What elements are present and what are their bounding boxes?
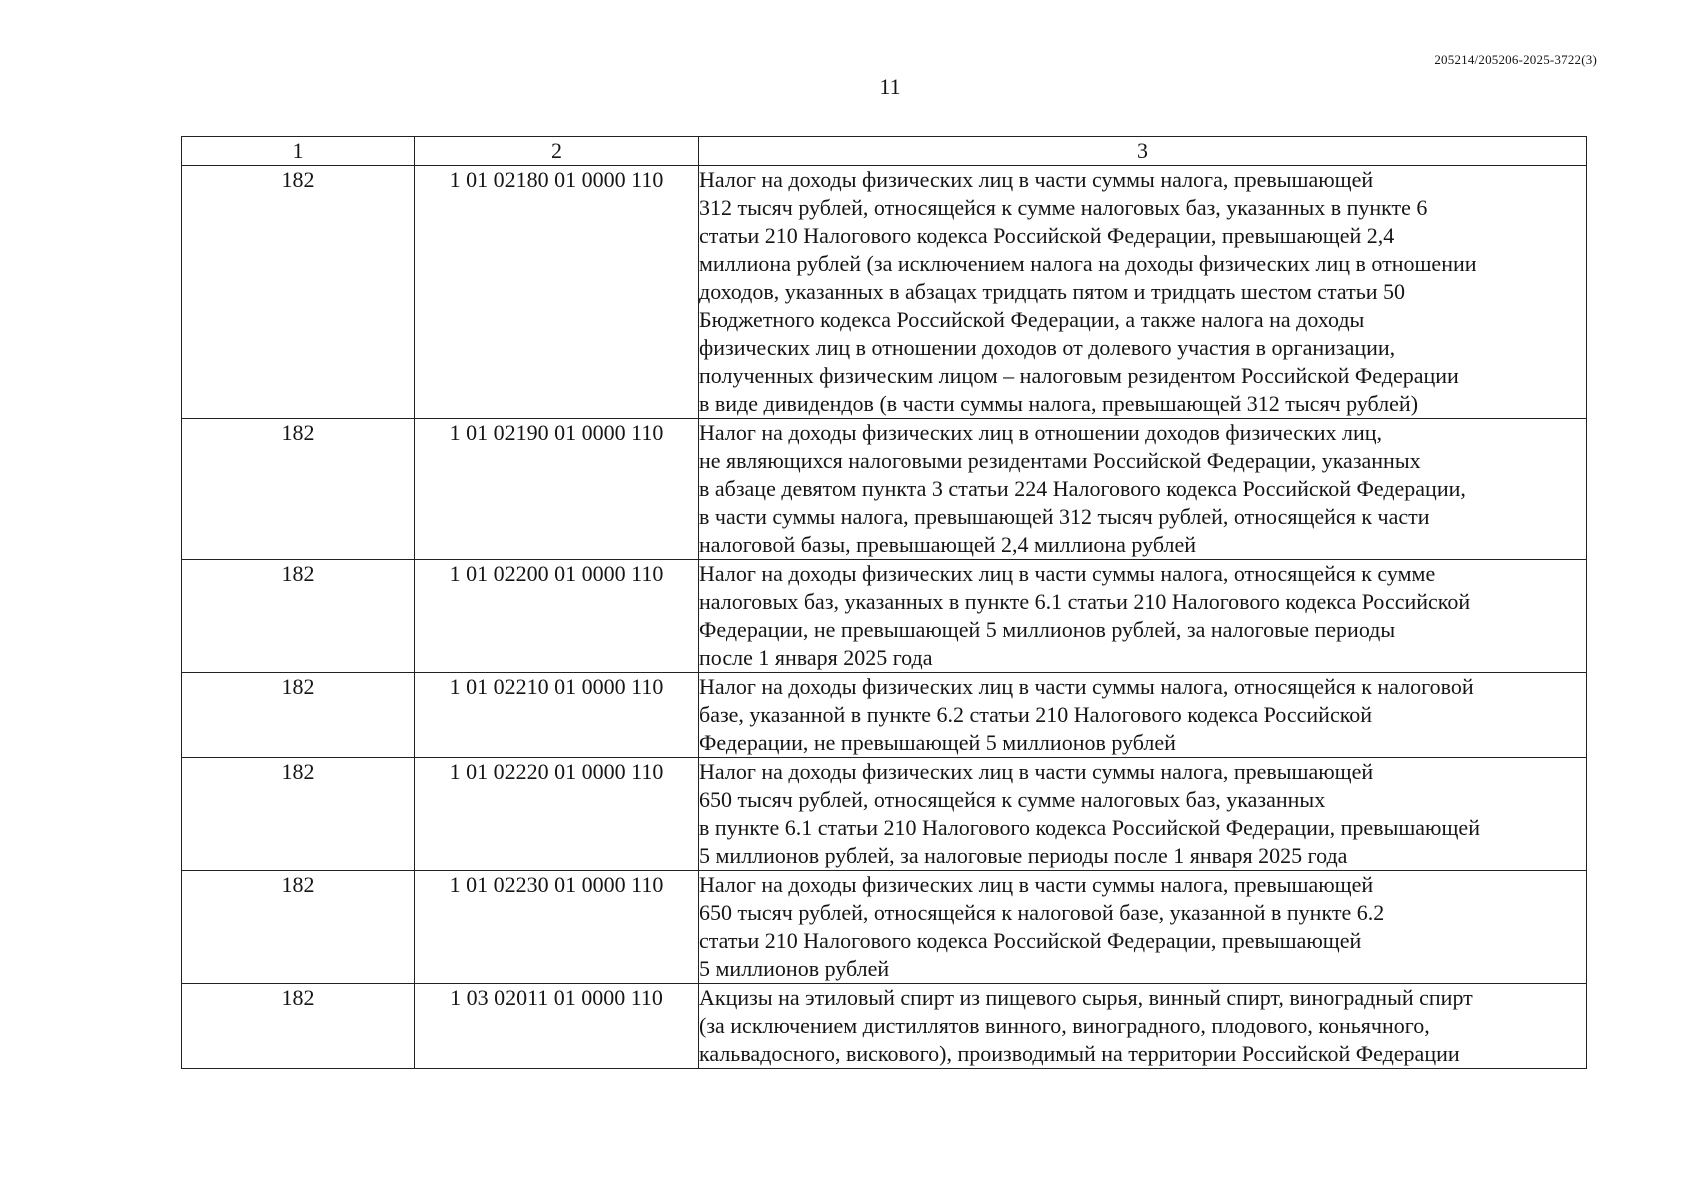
budget-classification-table: [181, 136, 1587, 1069]
description-line: Федерации, не превышающей 5 миллионов рублей: [699, 730, 1176, 755]
revenue-description-cell: [699, 419, 1587, 560]
description-line: Налог на доходы физических лиц в части суммы налога, превышающей: [699, 759, 1374, 784]
column-header-2: 2: [415, 137, 699, 166]
description-line: налоговых баз, указанных в пункте 6.1 статьи 210 Налогового кодекса Российской: [699, 589, 1471, 614]
administrator-code-cell: 182: [182, 758, 415, 871]
description-line: не являющихся налоговыми резидентами Российской Федерации, указанных: [699, 448, 1421, 473]
description-line: в виде дивидендов (в части суммы налога, превышающей 312 тысяч рублей): [699, 391, 1419, 416]
description-line: статьи 210 Налогового кодекса Российской Федерации, превышающей 2,4: [699, 223, 1395, 248]
table-row: [182, 560, 1587, 673]
administrator-code-cell: 182: [182, 166, 415, 419]
table-row: [182, 419, 1587, 560]
table-row: [182, 166, 1587, 419]
description-line: кальвадосного, вискового), производимый на территории Российской Федерации: [699, 1041, 1460, 1066]
page-number: 11: [879, 74, 901, 99]
revenue-description-cell: [699, 673, 1587, 758]
table-header-row: [182, 137, 1587, 166]
description-line: (за исключением дистиллятов винного, виноградного, плодового, коньячного,: [699, 1013, 1430, 1038]
description-line: полученных физическим лицом – налоговым резидентом Российской Федерации: [699, 363, 1459, 388]
description-line: физических лиц в отношении доходов от долевого участия в организации,: [699, 335, 1396, 360]
budget-classification-code-cell: 1 01 02200 01 0000 110: [415, 560, 699, 673]
description-line: 650 тысяч рублей, относящейся к налоговой базе, указанной в пункте 6.2: [699, 900, 1385, 925]
revenue-description-cell: [699, 758, 1587, 871]
description-line: после 1 января 2025 года: [699, 645, 933, 670]
revenue-description-cell: [699, 560, 1587, 673]
table-row: [182, 871, 1587, 984]
description-line: в пункте 6.1 статьи 210 Налогового кодекса Российской Федерации, превышающей: [699, 815, 1480, 840]
description-line: Федерации, не превышающей 5 миллионов рублей, за налоговые периоды: [699, 617, 1396, 642]
budget-classification-code-cell: 1 01 02210 01 0000 110: [415, 673, 699, 758]
table-row: [182, 758, 1587, 871]
description-line: Акцизы на этиловый спирт из пищевого сырья, винный спирт, виноградный спирт: [699, 985, 1473, 1010]
budget-classification-code-cell: 1 01 02180 01 0000 110: [415, 166, 699, 419]
administrator-code-cell: 182: [182, 560, 415, 673]
description-line: статьи 210 Налогового кодекса Российской Федерации, превышающей: [699, 928, 1362, 953]
table-row: [182, 673, 1587, 758]
description-line: Налог на доходы физических лиц в части суммы налога, относящейся к налоговой: [699, 674, 1474, 699]
revenue-description-cell: [699, 984, 1587, 1069]
budget-classification-code-cell: 1 03 02011 01 0000 110: [415, 984, 699, 1069]
description-line: в части суммы налога, превышающей 312 тысяч рублей, относящейся к части: [699, 504, 1430, 529]
document-reference-number: 205214/205206-2025-3722(3): [1434, 52, 1597, 67]
description-line: 312 тысяч рублей, относящейся к сумме налоговых баз, указанных в пункте 6: [699, 195, 1428, 220]
table-body: [182, 166, 1587, 1069]
description-line: Налог на доходы физических лиц в части суммы налога, превышающей: [699, 167, 1374, 192]
budget-classification-code-cell: 1 01 02230 01 0000 110: [415, 871, 699, 984]
column-header-3: 3: [699, 137, 1587, 166]
table-row: [182, 984, 1587, 1069]
description-line: миллиона рублей (за исключением налога на доходы физических лиц в отношении: [699, 251, 1477, 276]
administrator-code-cell: 182: [182, 673, 415, 758]
description-line: 5 миллионов рублей: [699, 956, 890, 981]
administrator-code-cell: 182: [182, 419, 415, 560]
description-line: Налог на доходы физических лиц в отношении доходов физических лиц,: [699, 420, 1383, 445]
budget-classification-code-cell: 1 01 02220 01 0000 110: [415, 758, 699, 871]
description-line: 650 тысяч рублей, относящейся к сумме налоговых баз, указанных: [699, 787, 1326, 812]
description-line: Налог на доходы физических лиц в части суммы налога, превышающей: [699, 872, 1374, 897]
description-line: налоговой базы, превышающей 2,4 миллиона рублей: [699, 532, 1196, 557]
column-header-1: 1: [182, 137, 415, 166]
administrator-code-cell: 182: [182, 984, 415, 1069]
description-line: в абзаце девятом пункта 3 статьи 224 Налогового кодекса Российской Федерации,: [699, 476, 1466, 501]
description-line: Налог на доходы физических лиц в части суммы налога, относящейся к сумме: [699, 561, 1436, 586]
administrator-code-cell: 182: [182, 871, 415, 984]
budget-classification-code-cell: 1 01 02190 01 0000 110: [415, 419, 699, 560]
description-line: 5 миллионов рублей, за налоговые периоды после 1 января 2025 года: [699, 843, 1348, 868]
description-line: доходов, указанных в абзацах тридцать пятом и тридцать шестом статьи 50: [699, 279, 1406, 304]
revenue-description-cell: [699, 871, 1587, 984]
description-line: базе, указанной в пункте 6.2 статьи 210 Налогового кодекса Российской: [699, 702, 1373, 727]
table-header: [182, 137, 1587, 166]
description-line: Бюджетного кодекса Российской Федерации, а также налога на доходы: [699, 307, 1365, 332]
revenue-description-cell: [699, 166, 1587, 419]
